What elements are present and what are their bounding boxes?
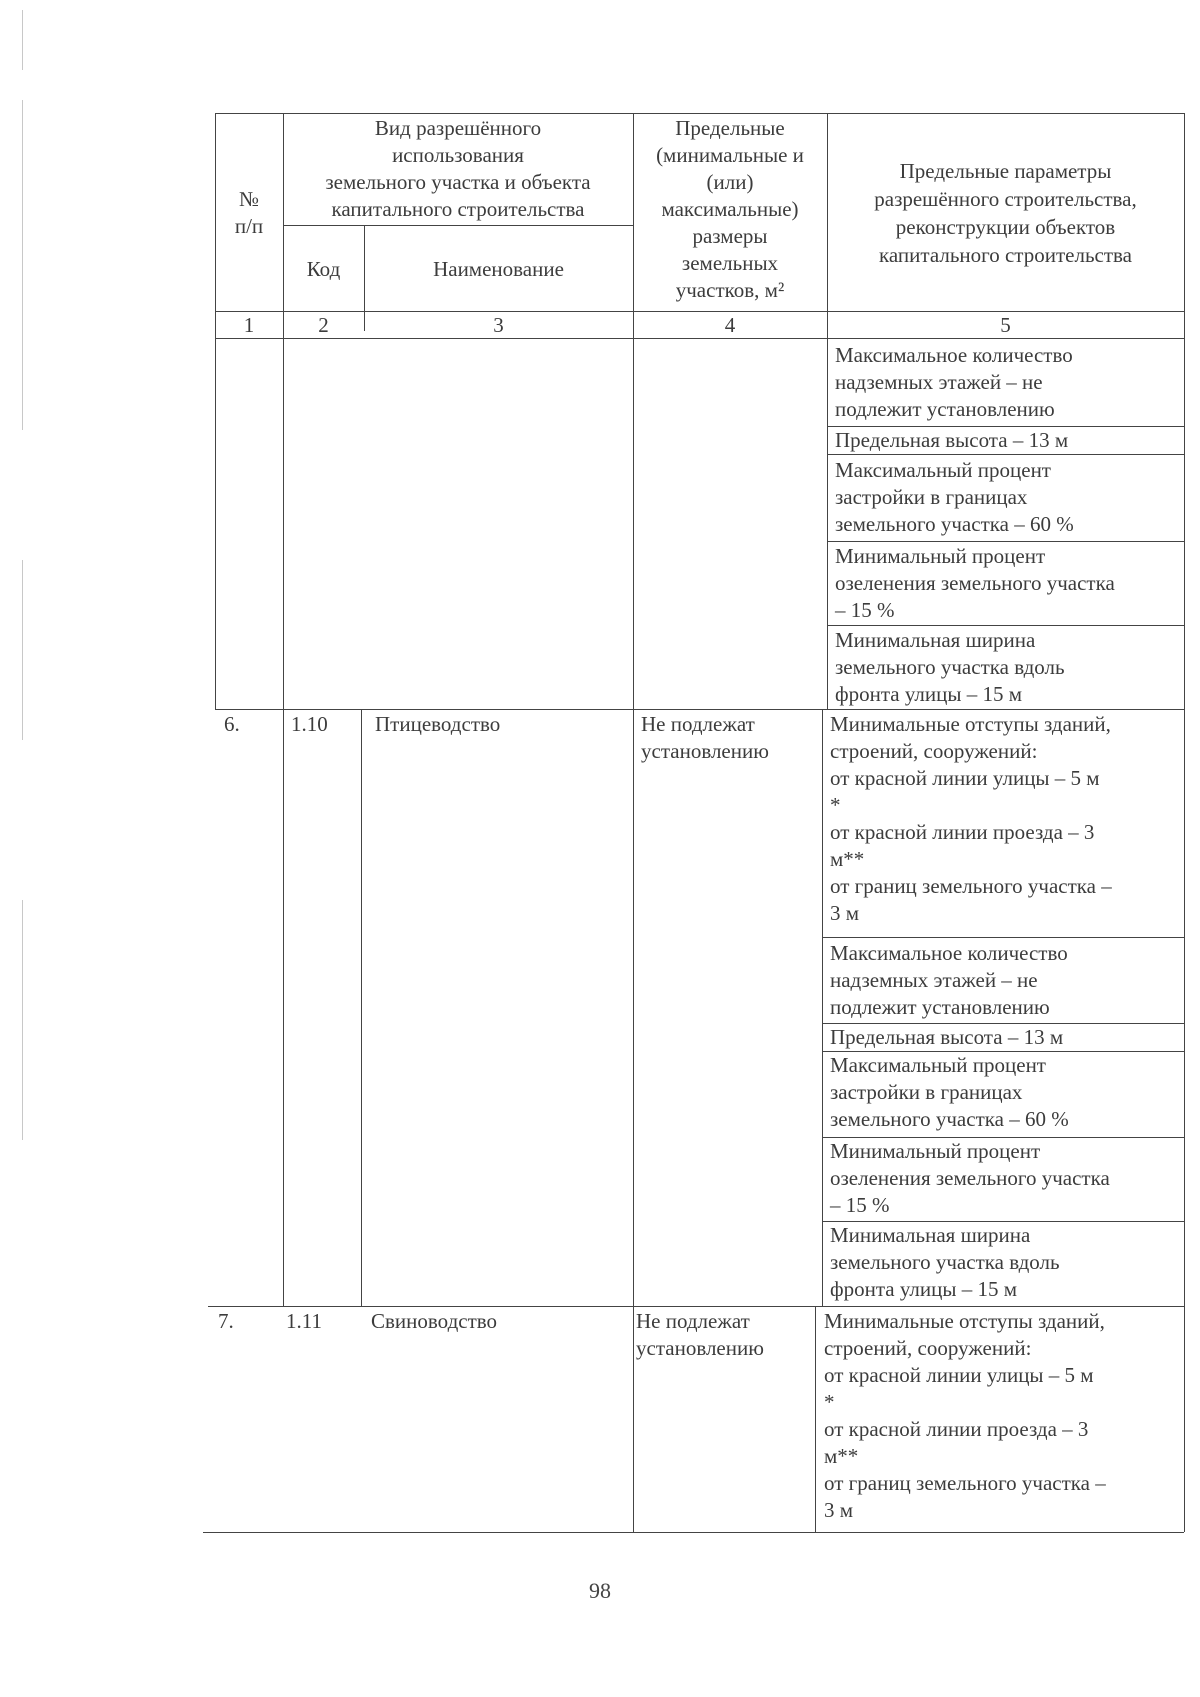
param-cell: Максимальное количество надземных этажей – не подлежит установлению xyxy=(830,941,1068,1019)
row-name: Птицеводство xyxy=(375,712,501,736)
page-number: 98 xyxy=(589,1578,611,1603)
column-number: 2 xyxy=(318,313,329,337)
row-number: 7. xyxy=(218,1309,234,1333)
row-sizes: Не подлежат установлению xyxy=(636,1309,764,1360)
column-number: 5 xyxy=(1000,313,1011,337)
row-sizes: Не подлежат установлению xyxy=(641,712,769,763)
header-naimenovanie: Наименование xyxy=(433,257,564,281)
param-cell: Максимальное количество надземных этажей – не подлежит установлению xyxy=(835,343,1073,421)
header-vid-group: Вид разрешённого использования земельного участка и объекта капитального строительства xyxy=(325,116,591,221)
param-cell: Предельная высота – 13 м xyxy=(830,1025,1064,1049)
row-number: 6. xyxy=(224,712,240,736)
column-number: 3 xyxy=(493,313,504,337)
scan-mark xyxy=(22,10,23,70)
header-kod: Код xyxy=(306,257,341,281)
row-code: 1.10 xyxy=(291,712,328,736)
param-cell: Максимальный процент застройки в границах земельного участка – 60 % xyxy=(835,458,1074,536)
param-cell: Минимальные отступы зданий, строений, сооружений: от красной линии улицы – 5 м * от красной линии проезда – 3 м** от границ земельного участка – 3 м xyxy=(830,712,1112,925)
scan-mark xyxy=(22,900,23,1140)
row-code: 1.11 xyxy=(286,1309,322,1333)
param-cell: Минимальная ширина земельного участка вдоль фронта улицы – 15 м xyxy=(830,1223,1060,1301)
param-cell: Минимальные отступы зданий, строений, сооружений: от красной линии улицы – 5 м * от красной линии проезда – 3 м** от границ земельного участка – 3 м xyxy=(824,1309,1106,1522)
param-cell: Минимальная ширина земельного участка вдоль фронта улицы – 15 м xyxy=(835,628,1065,706)
header-razmery: Предельные (минимальные и (или) максимальные) размеры земельных участков, м² xyxy=(656,116,804,302)
column-number: 4 xyxy=(724,313,736,337)
header-parametry: Предельные параметры разрешённого строительства, реконструкции объектов капитального строительства xyxy=(874,159,1137,267)
column-number: 1 xyxy=(243,313,255,337)
param-cell: Минимальный процент озеленения земельного участка – 15 % xyxy=(835,544,1115,622)
header-num: № п/п xyxy=(234,187,264,238)
param-cell: Предельная высота – 13 м xyxy=(835,428,1069,452)
scan-mark xyxy=(22,100,23,430)
scan-mark xyxy=(22,560,23,740)
row-name: Свиноводство xyxy=(371,1309,498,1333)
param-cell: Максимальный процент застройки в границах земельного участка – 60 % xyxy=(830,1053,1069,1131)
param-cell: Минимальный процент озеленения земельного участка – 15 % xyxy=(830,1139,1110,1217)
